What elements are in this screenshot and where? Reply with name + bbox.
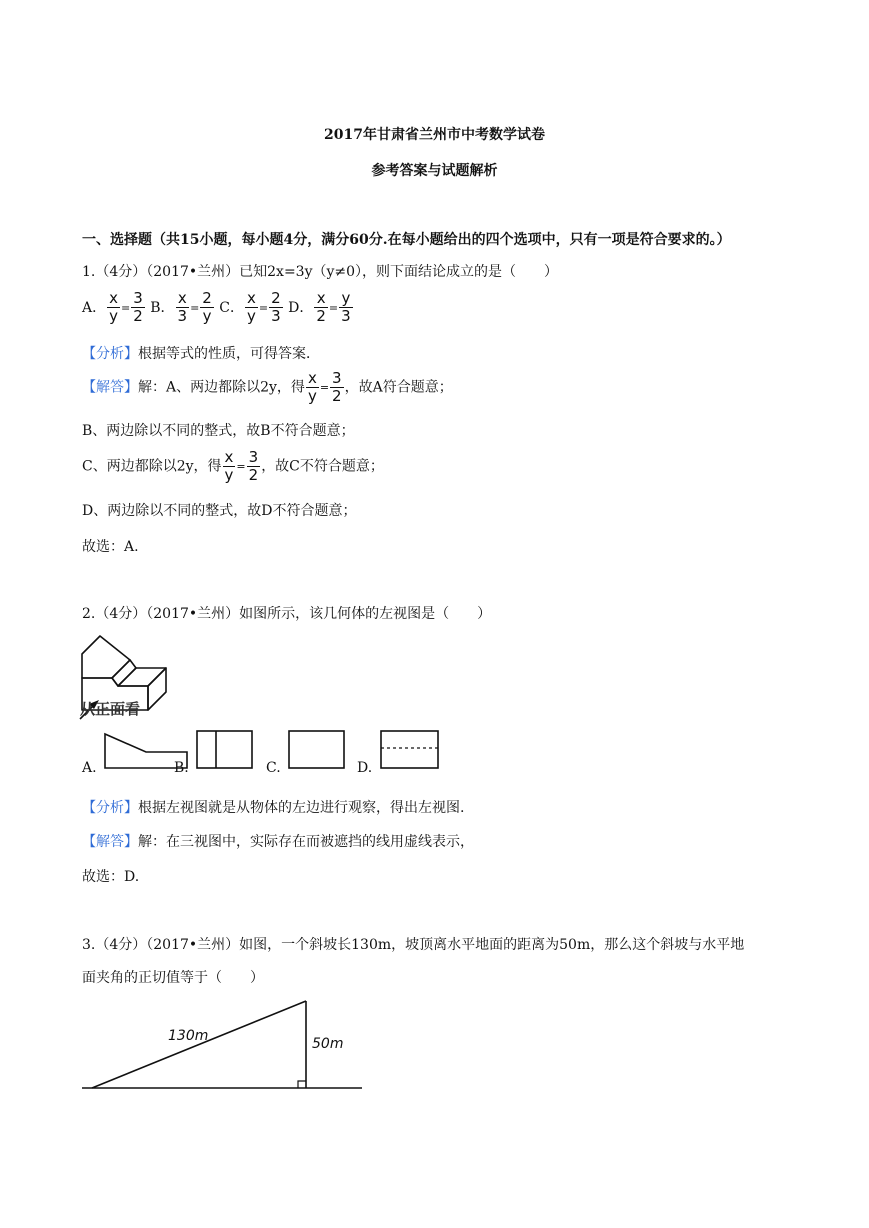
q2-option-a-label: A. (82, 760, 97, 776)
q1-analysis (82, 343, 320, 363)
q2-choice: 故选：D. (82, 869, 140, 885)
fraction-num: x (176, 290, 190, 308)
q2-option-b-figure (196, 730, 254, 770)
q2-option-c-figure (288, 730, 346, 770)
q3-stem-line1: 3.（4分）（2017•兰州）如图，一个斜坡长130m，坡顶离水平地面的距离为50m，那么这个斜坡与水平地 (82, 937, 745, 953)
fraction-den: 2 (332, 387, 342, 405)
fraction-num: x (224, 448, 234, 466)
fraction (330, 370, 344, 405)
fraction-num: x (307, 369, 317, 387)
q3-label-height: 50m (312, 1036, 344, 1052)
q2-analysis (82, 797, 464, 817)
fraction-den: 2 (248, 466, 259, 484)
fraction-num: 3 (133, 289, 143, 307)
fraction (339, 290, 353, 325)
fraction (314, 290, 328, 325)
q1-answer-b: B、两边除以不同的整式，故B不符合题意； (82, 423, 355, 439)
fraction-den: y (109, 307, 119, 325)
q2-figure-caption: 从正面看 (80, 700, 141, 718)
q1-answer-c: C、两边都除以2y，得 $\frac{x}{y}$ = $\frac{3}{2}$ ，故C不符合题意； (82, 448, 384, 484)
fraction (247, 449, 261, 484)
q1-stem: 1.（4分）（2017•兰州）已知2x=3y（y≠0），则下面结论成立的是（ ） (82, 264, 559, 280)
q1-answer-a: 【解答】解：A、两边都除以2y，得 $\frac{x}{y}$ = $\frac{3}{2}$ ，故A符合题意； (82, 369, 453, 405)
fraction-den: 2 (316, 307, 326, 325)
q1-option-a: A． $\frac{x}{y}$ = $\frac{3}{2}$ (82, 289, 143, 325)
fraction-num: 2 (202, 289, 212, 307)
q3-stem-line2: 面夹角的正切值等于（ ） (82, 970, 264, 986)
q1-answer-d: D、两边除以不同的整式，故D不符合题意； (82, 503, 357, 519)
fraction (245, 290, 258, 325)
fraction (306, 370, 319, 405)
answer-text: ，故C不符合题意； (261, 458, 384, 475)
fraction-den: y (202, 307, 212, 325)
q2-option-c-label: C. (266, 760, 281, 776)
q1-option-b: B． $\frac{x}{3}$ = $\frac{2}{y}$ (150, 289, 212, 325)
page-subtitle: 参考答案与试题解析 (371, 163, 498, 179)
fraction-num: x (247, 289, 256, 307)
answer-text: 解：A、两边都除以2y，得 (138, 379, 305, 396)
fraction-den: 2 (133, 307, 143, 325)
q1-options (82, 290, 354, 325)
answer-tag: 【解答】 (82, 379, 138, 396)
q2-answer (82, 831, 474, 851)
fraction (176, 290, 190, 325)
fraction (107, 290, 120, 325)
q1-option-c: C． $\frac{x}{y}$ = $\frac{2}{3}$ (219, 289, 281, 325)
fraction-den: y (247, 307, 256, 325)
q2-option-d-label: D. (357, 760, 373, 776)
fraction-num: 3 (332, 369, 342, 387)
fraction-num: x (314, 290, 328, 308)
fraction-den: 3 (271, 307, 281, 325)
fraction (131, 290, 145, 325)
q1-option-b-letter: B． (150, 299, 175, 316)
fraction-den: 3 (177, 307, 188, 325)
q1-option-d-letter: D． (288, 299, 314, 316)
section-heading: 一、选择题（共15小题，每小题4分，满分60分.在每小题给出的四个选项中，只有一项是符合要求的。） (82, 232, 731, 248)
fraction-num: 2 (271, 289, 281, 307)
fraction (269, 290, 283, 325)
analysis-tag: 【分析】 (82, 346, 138, 362)
fraction-den: y (224, 466, 234, 484)
q1-option-a-letter: A． (82, 299, 107, 316)
answer-text: 解：在三视图中，实际存在而被遮挡的线用虚线表示， (138, 834, 474, 850)
fraction (223, 449, 236, 484)
fraction (200, 290, 214, 325)
fraction-den: 3 (341, 307, 351, 325)
fraction-num: y (339, 290, 353, 308)
fraction-den: y (307, 387, 317, 405)
analysis-text: 根据左视图就是从物体的左边进行观察，得出左视图. (138, 800, 465, 816)
analysis-tag: 【分析】 (82, 800, 138, 816)
q2-stem: 2.（4分）（2017•兰州）如图所示，该几何体的左视图是（ ） (82, 606, 492, 622)
q1-choice: 故选：A. (82, 539, 139, 555)
answer-tag: 【解答】 (82, 834, 138, 850)
answer-text: C、两边都除以2y，得 (82, 458, 222, 475)
fraction-num: 3 (248, 448, 259, 466)
answer-text: ，故A符合题意； (344, 379, 453, 396)
q3-label-slope: 130m (168, 1028, 209, 1044)
q2-option-d-figure (380, 730, 440, 770)
q1-option-d: D． $\frac{x}{2}$ = $\frac{y}{3}$ (288, 289, 351, 325)
fraction-num: x (109, 289, 119, 307)
q2-option-b-label: B. (174, 760, 189, 776)
q1-option-c-letter: C． (219, 299, 245, 316)
analysis-text: 根据等式的性质，可得答案． (138, 346, 320, 362)
page-title: 2017年甘肃省兰州市中考数学试卷 (324, 127, 545, 143)
